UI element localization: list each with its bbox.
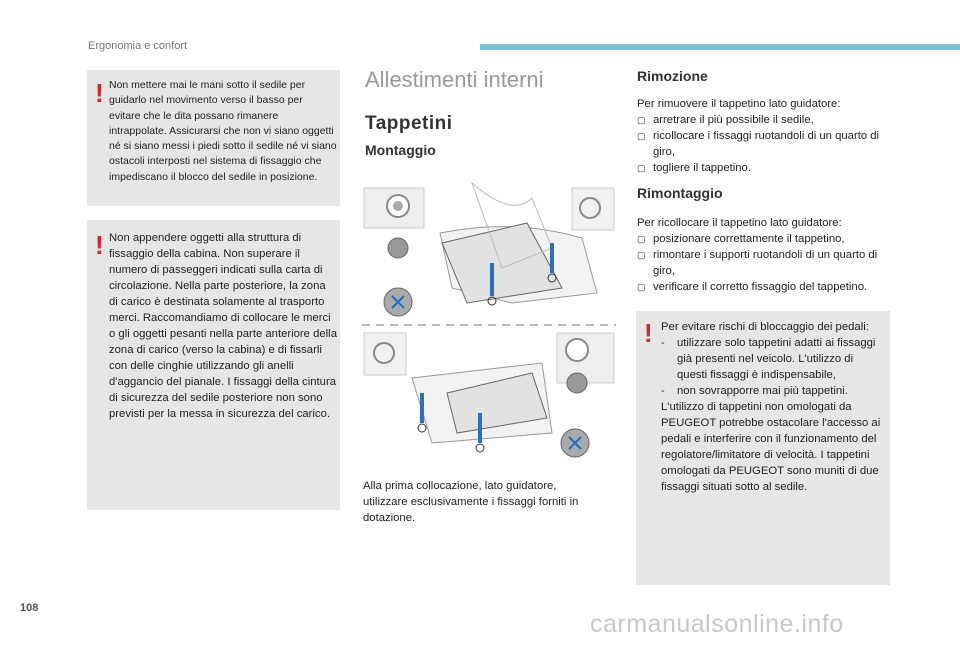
warning-icon: ! <box>644 318 653 348</box>
warning-icon: ! <box>95 230 104 260</box>
refit-steps <box>637 231 891 295</box>
page-number: 108 <box>20 602 39 614</box>
heading-rimontaggio: Rimontaggio <box>637 185 723 201</box>
pedal-warning-list <box>661 335 886 399</box>
header-section: Ergonomia e confort <box>88 40 188 52</box>
warning-box-seat <box>87 70 340 206</box>
warning-box-pedals <box>636 311 890 585</box>
list-item: - non sovrapporre mai più tappetini. <box>661 383 886 399</box>
pedal-warning-outro: L'utilizzo di tappetini non omologati da PEUGEOT potrebbe ostacolare l'accesso ai pedali e interferire con il funzionamento del regolatore/limitatore di velocità. I tappetini omologati da PEUGEOT sono muniti di due fissaggi situati sotto al sedile. <box>661 401 881 493</box>
heading-rimozione: Rimozione <box>637 68 708 84</box>
illustration-caption: Alla prima collocazione, lato guidatore, utilizzare esclusivamente i fissaggi forniti in dotazione. <box>363 480 579 524</box>
list-item: ▢ ricollocare i fissaggi ruotandoli di un quarto di giro, <box>637 128 891 160</box>
watermark: carmanualsonline.info <box>590 610 844 638</box>
list-item: ▢ togliere il tappetino. <box>637 160 891 176</box>
pedal-warning-intro: Per evitare rischi di bloccaggio dei pedali: <box>661 321 869 333</box>
list-item: ▢ posizionare correttamente il tappetino, <box>637 231 891 247</box>
floor-mat-illustration <box>362 178 616 470</box>
section-title: Allestimenti interni <box>365 67 544 92</box>
warning-seat-text: Non mettere mai le mani sotto il sedile per guidarlo nel movimento verso il basso per evitare che le dita possano rimanere intrappolate. Assicurarsi che non vi siano oggetti né si siano messi i piedi sotto il sedile né vi siano ostacoli interposti nel sistema di fissaggio che impediscano il blocco del sedile in posizione. <box>109 79 337 183</box>
header-accent-bar <box>480 44 960 50</box>
list-item: ▢ arretrare il più possibile il sedile, <box>637 112 891 128</box>
heading-montaggio: Montaggio <box>365 142 436 158</box>
list-item: - utilizzare solo tappetini adatti ai fissaggi già presenti nel veicolo. L'utilizzo di questi fissaggi è indispensabile, <box>661 335 886 383</box>
warning-cargo-text: Non appendere oggetti alla struttura di fissaggio della cabina. Non superare il numero di passeggeri indicati sulla carta di circolazione. Nella parte posteriore, la zona di carico è destinata solamente al trasporto merci. Raccomandiamo di collocare le merci o gli oggetti pesanti nella parte anteriore della zona di carico (verso la cabina) e di fissarli con delle cinghie utilizzando gli anelli d'aggancio del pianale. I fissaggi della cintura di sicurezza del sedile posteriore non sono previsti per la messa in sicurezza del carico. <box>109 232 337 420</box>
refit-intro: Per ricollocare il tappetino lato guidatore: <box>637 217 842 229</box>
pedal-warning-content <box>661 319 886 495</box>
warning-box-cargo <box>87 220 340 510</box>
list-item: ▢ rimontare i supporti ruotandoli di un quarto di giro, <box>637 247 891 279</box>
heading-tappetini: Tappetini <box>365 113 453 134</box>
list-item: ▢ verificare il corretto fissaggio del tappetino. <box>637 279 891 295</box>
removal-steps <box>637 112 891 176</box>
warning-icon: ! <box>95 78 104 108</box>
removal-intro: Per rimuovere il tappetino lato guidatore: <box>637 98 841 110</box>
